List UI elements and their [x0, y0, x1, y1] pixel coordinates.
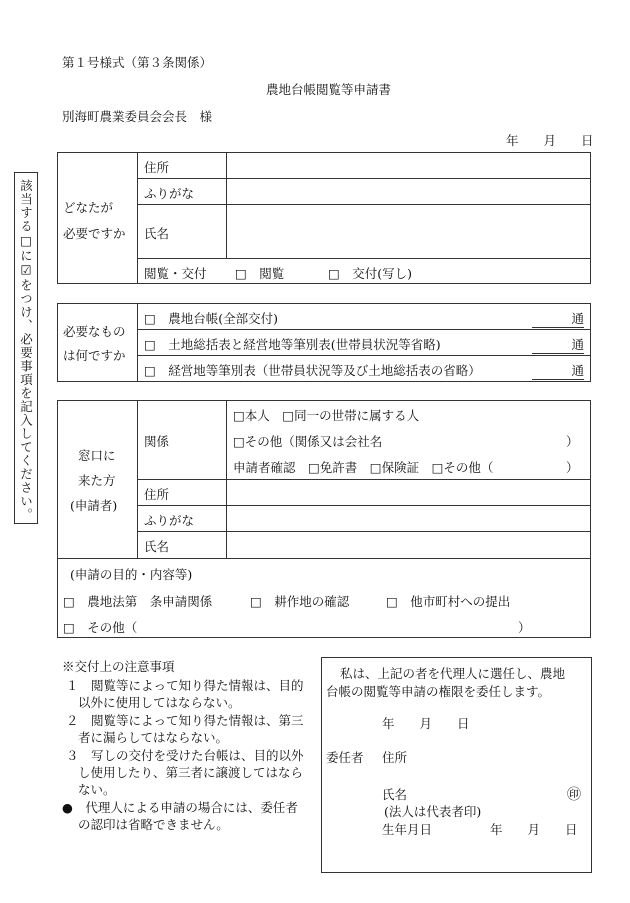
applicant-id-close: ） — [566, 460, 579, 475]
side-note-box — [14, 172, 38, 524]
note-3b: し使用したり、第三者に譲渡してはなら — [78, 765, 304, 780]
purpose-other-municipality[interactable]: □ 他市町村への提出 — [386, 594, 511, 609]
birth-date-value: 年 月 日 — [490, 822, 578, 837]
applicant-furigana-label: ふりがな — [144, 513, 195, 528]
delegation-date: 年 月 日 — [382, 716, 470, 731]
form-title: 農地台帳閲覧等申請書 — [266, 82, 392, 97]
applicant-id-check[interactable]: 申請者確認 □免許書 □保険証 □その他（ — [233, 460, 494, 475]
delegator-name-label: 氏名 — [382, 787, 408, 802]
applicant-address-label: 住所 — [144, 487, 170, 502]
doc-count-3[interactable]: 通 — [532, 361, 584, 380]
applicant-name-label: 氏名 — [144, 539, 170, 554]
note-3c: ない。 — [78, 782, 116, 797]
note-4a: ● 代理人による申請の場合には、委任者 — [62, 800, 298, 815]
who-furigana-label: ふりがな — [144, 186, 195, 201]
issue-checkbox[interactable]: □ 交付(写し) — [328, 266, 413, 281]
who-address-label: 住所 — [144, 160, 170, 175]
applicant-label-3: (申請者) — [70, 498, 118, 513]
relation-other[interactable]: □その他（関係又は会社名 — [233, 434, 383, 449]
purpose-heading: (申請の目的・内容等) — [70, 567, 193, 582]
who-name-label: 氏名 — [144, 226, 170, 241]
who-label-2: 必要ですか — [63, 226, 126, 241]
purpose-field-check[interactable]: □ 耕作地の確認 — [250, 594, 350, 609]
purpose-other[interactable]: □ その他（ — [63, 620, 138, 635]
doc-option-2[interactable]: □ 土地総括表と経営地等筆別表(世帯員状況等省略) — [144, 337, 441, 352]
note-3a: ３ 写しの交付を受けた台帳は、目的以外 — [66, 748, 304, 763]
doc-option-3[interactable]: □ 経営地等筆別表（世帯員状況等及び土地総括表の省略） — [144, 363, 481, 378]
purpose-farmland-act[interactable]: □ 農地法第 条申請関係 — [63, 594, 213, 609]
doc-count-2[interactable]: 通 — [532, 335, 584, 354]
note-2a: ２ 閲覧等によって知り得た情報は、第三 — [66, 713, 304, 728]
note-1b: 以外に使用してはならない。 — [78, 695, 241, 710]
delegator-label: 委任者 — [326, 750, 364, 765]
view-checkbox[interactable]: □ 閲覧 — [235, 266, 285, 281]
purpose-other-close: ） — [518, 620, 531, 635]
delegation-text-2: 台帳の閲覧等申請の権限を委任します。 — [326, 684, 551, 699]
who-label-1: どなたが — [63, 200, 114, 215]
applicant-label-2: 来た方 — [78, 473, 116, 488]
corporate-seal-note: (法人は代表者印) — [384, 804, 482, 819]
application-date: 年 月 日 — [506, 133, 594, 148]
note-1a: １ 閲覧等によって知り得た情報は、目的 — [66, 678, 304, 693]
form-number: 第１号様式（第３条関係） — [62, 55, 213, 70]
relation-other-close: ） — [566, 434, 579, 449]
doc-count-1[interactable]: 通 — [532, 309, 584, 328]
addressee: 別海町農業委員会会長 様 — [62, 109, 213, 124]
doc-option-1[interactable]: □ 農地台帳(全部交付) — [144, 311, 279, 326]
applicant-label-1: 窓口に — [78, 448, 116, 463]
birth-date-label: 生年月日 — [382, 822, 433, 837]
what-label-1: 必要なもの — [63, 324, 126, 339]
side-note: 該当する□に☑をつけ、必要事項を記入してください。 — [18, 179, 34, 522]
delegation-text-1: 私は、上記の者を代理人に選任し、農地 — [340, 666, 566, 681]
delegator-address-label: 住所 — [382, 750, 408, 765]
note-4b: の認印は省略できません。 — [78, 817, 229, 832]
what-label-2: は何ですか — [63, 348, 126, 363]
note-2b: 者に漏らしてはならない。 — [78, 730, 229, 745]
notes-heading: ※交付上の注意事項 — [62, 659, 175, 674]
relation-label: 関係 — [144, 434, 170, 449]
seal-mark: ㊞ — [567, 787, 581, 803]
relation-options[interactable]: □本人 □同一の世帯に属する人 — [233, 408, 420, 423]
who-view-issue-label: 閲覧・交付 — [144, 266, 207, 281]
